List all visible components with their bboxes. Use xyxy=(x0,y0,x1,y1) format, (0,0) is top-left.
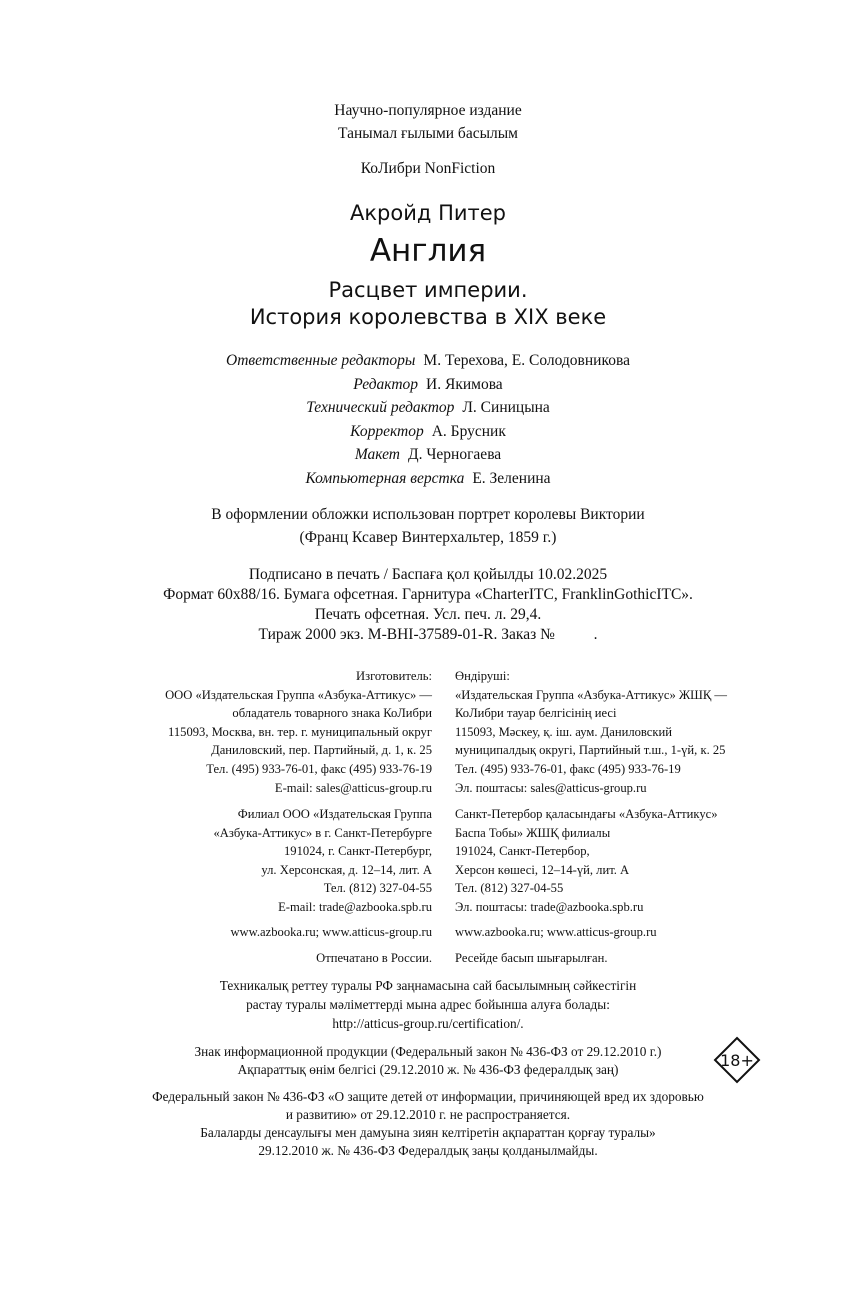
infosign-line-2: Ақпараттық өнім белгісі (29.12.2010 ж. № 436-ФЗ федералдық заң) xyxy=(237,1062,619,1077)
staff-role: Корректор xyxy=(350,422,424,440)
branch-kz-line: Баспа Тобы» ЖШҚ филиалы xyxy=(455,825,611,840)
staff-name: Л. Синицына xyxy=(462,399,550,417)
printed-in-ru: Отпечатано в России. xyxy=(316,951,432,965)
manufacturer-kz-line: КоЛибри тауар белгісінің иесі xyxy=(455,706,617,721)
staff-name: М. Терехова, Е. Солодовникова xyxy=(423,352,630,369)
manufacturer-ru xyxy=(60,667,432,797)
staff-name: Е. Зеленина xyxy=(472,469,551,487)
websites-kz: www.azbooka.ru; www.atticus-group.ru xyxy=(455,925,657,939)
staff-row xyxy=(0,443,856,467)
series-line-ru: Научно-популярное издание xyxy=(334,102,522,119)
branch-ru-line: «Азбука-Аттикус» в г. Санкт-Петербурге xyxy=(213,825,432,840)
branch-kz-line: Тел. (812) 327-04-55 xyxy=(455,881,564,896)
print-line-1: Подписано в печать / Баспаға қол қойылды 10.02.2025 xyxy=(248,566,608,583)
branch-kz-line: Эл. поштасы: trade@azbooka.spb.ru xyxy=(455,899,644,914)
manufacturer-kz-line: муниципалдық округі, Партийный т.ш., 1-үй, к. 25 xyxy=(455,743,726,758)
cover-line-2: (Франц Ксавер Винтерхальтер, 1859 г.) xyxy=(299,529,557,546)
manufacturer-kz xyxy=(455,667,827,797)
branch-kz xyxy=(455,805,827,917)
manufacturer-kz-line: 115093, Мәскеу, қ. іш. аум. Даниловский xyxy=(455,724,672,739)
manufacturer-kz-line: Өндіруші: xyxy=(455,669,510,683)
manufacturer-ru-line: ООО «Издательская Группа «Азбука-Аттикус» — xyxy=(165,687,432,702)
staff-row xyxy=(0,420,856,444)
manufacturer-kz-line: «Издательская Группа «Азбука-Аттикус» ЖШҚ — xyxy=(455,687,728,702)
book-title: Англия xyxy=(369,233,487,269)
techreg-line-1: Техникалық реттеу туралы РФ заңнамасына сай басылымның сәйкестігін xyxy=(219,978,637,993)
branch-ru-line: E-mail: trade@azbooka.spb.ru xyxy=(278,899,432,914)
branch-ru xyxy=(60,805,432,917)
branch-kz-line: Херсон көшесі, 12–14-үй, лит. А xyxy=(455,862,630,877)
branch-ru-line: 191024, г. Санкт-Петербург, xyxy=(284,844,432,859)
cover-line-1: В оформлении обложки использован портрет королевы Виктории xyxy=(211,506,645,523)
staff-row xyxy=(0,373,856,397)
branch-ru-line: ул. Херсонская, д. 12–14, лит. А xyxy=(261,862,432,877)
print-line-2: Формат 60x88/16. Бумага офсетная. Гарнитура «CharterITC, FranklinGothicITC». xyxy=(163,586,693,603)
manufacturer-ru-line: Тел. (495) 933-76-01, факс (495) 933-76-19 xyxy=(206,761,432,776)
tech-regulation xyxy=(0,976,856,1033)
print-line-4: Тираж 2000 экз. M-BHI-37589-01-R. Заказ № . xyxy=(258,626,598,643)
staff-role: Редактор xyxy=(353,375,419,393)
imprint-name: КоЛибри NonFiction xyxy=(360,160,496,177)
age-rating-badge xyxy=(713,1036,761,1084)
techreg-line-2: растау туралы мәліметтерді мына адрес бойынша алуға болады: xyxy=(246,997,610,1012)
staff-name: Д. Черногаева xyxy=(408,446,502,464)
series-block xyxy=(0,99,856,145)
manufacturer-ru-line: обладатель товарного знака КоЛибри xyxy=(232,706,432,721)
branch-ru-line: Филиал ООО «Издательская Группа xyxy=(237,807,432,821)
staff-credits xyxy=(0,349,856,491)
staff-role: Технический редактор xyxy=(306,399,455,417)
branch-ru-line: Тел. (812) 327-04-55 xyxy=(323,881,432,896)
manufacturer-ru-line: E-mail: sales@atticus-group.ru xyxy=(274,780,432,795)
subtitle-line-1: Расцвет империи. xyxy=(328,278,528,302)
print-info xyxy=(0,565,856,645)
manufacturer-ru-line: Изготовитель: xyxy=(356,669,432,683)
staff-role: Макет xyxy=(354,446,400,464)
age-rating-label: 18+ xyxy=(720,1050,754,1070)
manufacturer-kz-line: Тел. (495) 933-76-01, факс (495) 933-76-19 xyxy=(455,761,681,776)
manufacturer-ru-line: 115093, Москва, вн. тер. г. муниципальный округ xyxy=(168,724,432,739)
infosign-line-1: Знак информационной продукции (Федеральный закон № 436-ФЗ от 29.12.2010 г.) xyxy=(194,1044,662,1059)
book-author: Акройд Питер xyxy=(350,201,506,225)
manufacturer-kz-line: Эл. поштасы: sales@atticus-group.ru xyxy=(455,780,647,795)
print-line-3: Печать офсетная. Усл. печ. л. 29,4. xyxy=(314,606,542,623)
staff-role: Компьютерная верстка xyxy=(305,469,465,487)
branch-kz-line: 191024, Санкт-Петербор, xyxy=(455,844,590,859)
staff-role: Ответственные редакторы xyxy=(226,352,416,369)
subtitle-line-2: История королевства в XIX веке xyxy=(249,305,607,329)
staff-row xyxy=(0,467,856,491)
websites-ru: www.azbooka.ru; www.atticus-group.ru xyxy=(230,925,432,939)
staff-row xyxy=(0,349,856,373)
staff-row xyxy=(0,396,856,420)
cover-credit xyxy=(0,503,856,549)
staff-name: А. Брусник xyxy=(431,422,506,440)
certification-url: http://atticus-group.ru/certification/. xyxy=(332,1016,524,1031)
law-line-2: и развитию» от 29.12.2010 г. не распространяется. xyxy=(285,1107,571,1122)
branch-kz-line: Санкт-Петербор қаласындағы «Азбука-Аттикус» xyxy=(455,807,718,821)
staff-name: И. Якимова xyxy=(426,375,503,393)
law-line-1: Федеральный закон № 436-ФЗ «О защите детей от информации, причиняющей вред их здоровью xyxy=(152,1089,704,1104)
manufacturer-ru-line: Даниловский, пер. Партийный, д. 1, к. 25 xyxy=(211,743,432,758)
book-subtitle xyxy=(0,277,856,331)
law-line-4: 29.12.2010 ж. № 436-ФЗ Федералдық заңы қолданылмайды. xyxy=(258,1143,598,1158)
printed-in-kz: Ресейде басып шығарылған. xyxy=(455,951,608,965)
law-line-3: Балаларды денсаулығы мен дамуына зиян келтіретін ақпараттан қорғау туралы» xyxy=(200,1125,656,1140)
law-notice xyxy=(0,1088,856,1160)
series-line-kz: Танымал ғылыми басылым xyxy=(338,125,518,142)
